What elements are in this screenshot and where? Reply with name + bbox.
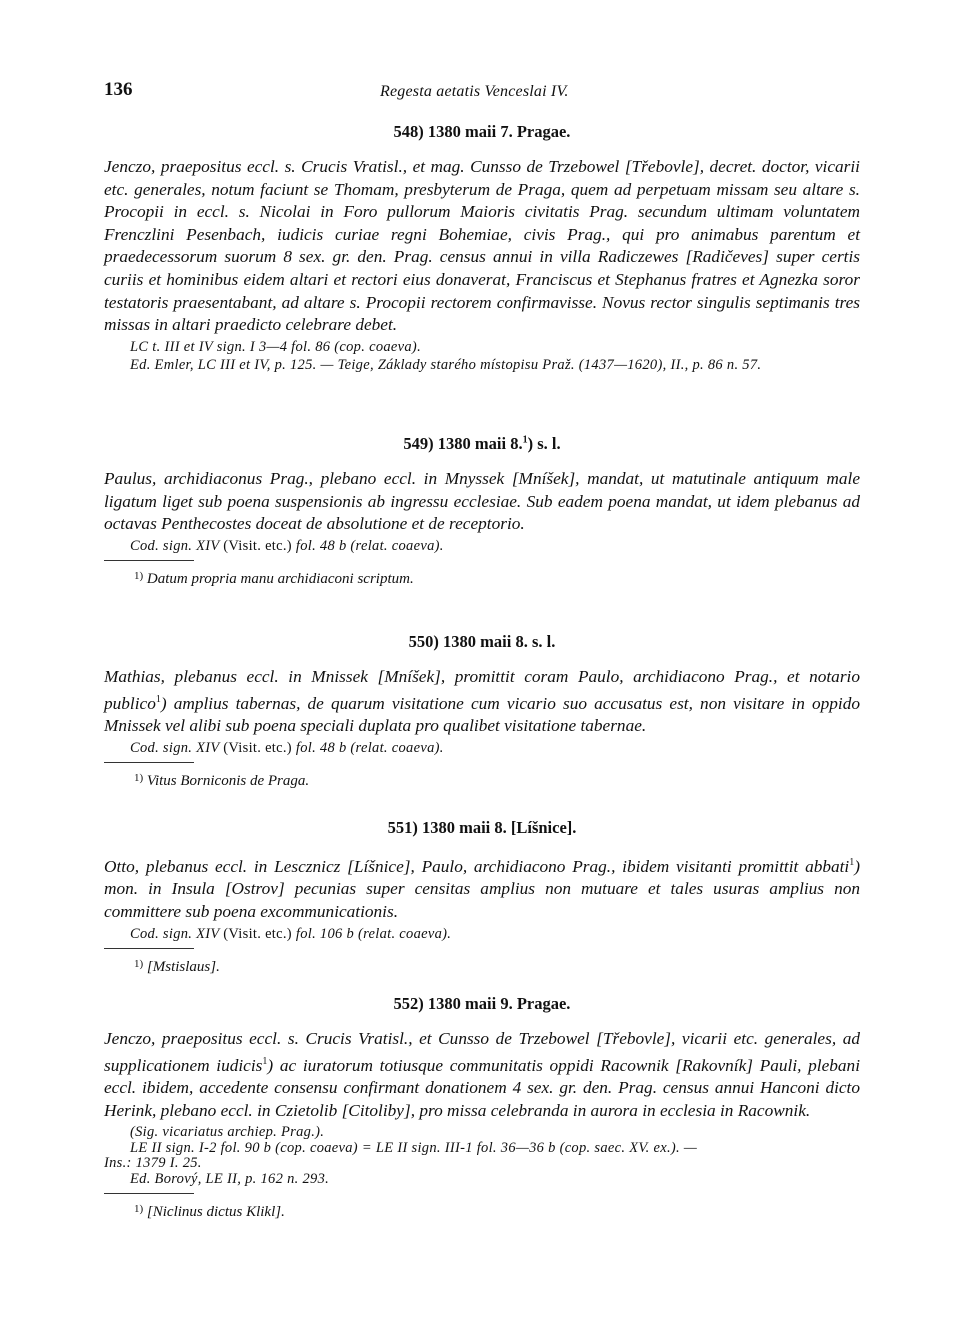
source-note (130, 927, 860, 943)
footnote-ref: 1 (522, 434, 528, 446)
source-note (130, 741, 860, 757)
page-number: 136 (104, 79, 133, 100)
source-folio: fol. 48 b (relat. coaeva). (295, 537, 444, 554)
entry-heading: 551) 1380 maii 8. [Líšnice]. (387, 818, 577, 837)
body-text: Mathias, plebanus eccl. in Mnissek [Mníšek], promittit coram Paulo, archidiacono Prag., et notario publico (104, 667, 860, 713)
edition-note: Ed. Emler, LC III et IV, p. 125. — Teige, Základy starého místopisu Praž. (1437—1620), II., p. 86 n. 57. (130, 357, 762, 374)
entry-548 (104, 122, 860, 374)
footnote-text: Datum propria manu archidiaconi scriptum. (146, 571, 414, 588)
footnote-rule (104, 948, 194, 949)
body-text-end: ) mon. in Insula [Ostrov] pecunias super censitas amplius non mutuare et tales usuras amplius non committere sub poena excommunicationis. (104, 856, 860, 921)
footnote-text: [Niclinus dictus Klikl]. (146, 1204, 285, 1221)
source-codex: Cod. sign. XIV (130, 925, 220, 942)
edition-note: Ed. Borový, LE II, p. 162 n. 293. (130, 1170, 330, 1187)
entry-body: Jenczo, praepositus eccl. s. Crucis Vratisl., et mag. Cunsso de Trzebowel [Třebovle], decret. doctor, vicarii etc. generales, notum faciunt se Thomam, presbyterum de Praga, quem ad perpetuam missam seu altare s. Procopii in eccl. s. Nicolai in Foro pullorum Maioris civitatis Prag. secundum ultimam voluntatem Frenczlini Pesenbach, iudicis curiae regni Bohemiae, civis Prag., qui pro animabus parentum et praedecessorum suorum 8 sex. gr. den. Prag. census annui in villa Radiczewes [Radičeves] super certis curiis et hominibus eidem altari et rectori eius donaverat, Franciscus et Stephanus fratres et Agnezka soror testatoris praesentabant, ad altare s. Procopii rectorem confirmavisse. Novus rector singulis septimanis tres missas in altari praedicto celebrare debet. (104, 157, 860, 335)
footnote-ref: 1 (849, 857, 855, 868)
source-title: (Visit. etc.) (223, 925, 292, 942)
entry-body (104, 852, 860, 924)
entry-549 (104, 434, 860, 588)
footnote (134, 1200, 860, 1221)
body-text-end: ) amplius tabernas, de quarum visitatione cum vicario suo accusatus est, non visitare in oppido Mnissek vel alibi sub poena speciali duplata pro qualibet visitatione tabernae. (104, 693, 860, 735)
entry-body (104, 666, 860, 738)
footnote-mark: 1) (134, 772, 144, 785)
heading-text: 549) 1380 maii 8. (403, 434, 523, 453)
footnote-mark: 1) (134, 1203, 144, 1216)
body-text: Jenczo, praepositus eccl. s. Crucis Vratisl., et Cunsso de Trzebowel [Třebovle], vicarii etc. generales, ad supplicationem iudicis (104, 1029, 860, 1075)
seal-note: (Sig. vicariatus archiep. Prag.). (130, 1124, 325, 1141)
entry-551 (104, 818, 860, 976)
footnote-mark: 1) (134, 958, 144, 971)
entry-body (104, 1028, 860, 1122)
footnote (134, 955, 860, 976)
footnote-rule (104, 1193, 194, 1194)
footnote-text: [Mstislaus]. (146, 959, 220, 976)
source-folio: fol. 48 b (relat. coaeva). (295, 739, 444, 756)
entry-heading (104, 434, 860, 454)
source-note: LC t. III et IV sign. I 3—4 fol. 86 (cop. coaeva). (130, 338, 421, 355)
entry-heading: 548) 1380 maii 7. Pragae. (393, 122, 571, 141)
footnote-ref: 1 (262, 1055, 268, 1067)
source-title: (Visit. etc.) (223, 537, 292, 554)
body-text: Otto, plebanus eccl. in Lescznicz [Líšnice], Paulo, archidiacono Prag., ibidem visitanti promittit abbati (104, 856, 850, 876)
source-title: (Visit. etc.) (223, 739, 292, 756)
source-codex: Cod. sign. XIV (130, 739, 220, 756)
source-codex: Cod. sign. XIV (130, 537, 220, 554)
source-note (130, 539, 860, 555)
source-folio: fol. 106 b (relat. coaeva). (295, 925, 452, 942)
body-text-end: ) ac iuratorum totiusque communitatis oppidi Racownik [Rakovník] Pauli, plebani eccl. ibidem, accedente consensu confirmant donationem 4 sex. gr. den. Prag. census annui Hanconi dicto Herink, plebano eccl. in Czietolib [Citoliby], pro missa celebranda in aurora in ecclesia in Racownik. (104, 1055, 860, 1120)
footnote-rule (104, 762, 194, 763)
footnote-rule (104, 560, 194, 561)
entry-body: Paulus, archidiaconus Prag., plebano eccl. in Mnyssek [Mníšek], mandat, ut matutinale antiquum male ligatum liget sub poena suspensionis ab ingressu ecclesiae. Sub eadem poena mandat, ut idem plebanus ad octavas Penthecostes doceat de absolutione et de receptorio. (104, 469, 860, 534)
entry-heading: 552) 1380 maii 9. Pragae. (393, 994, 571, 1013)
footnote (134, 769, 860, 790)
entry-550 (104, 632, 860, 790)
source-note: LE II sign. I-2 fol. 90 b (cop. coaeva) = LE II sign. III-1 fol. 36—36 b (cop. saec. XV. ex.). — (130, 1139, 698, 1156)
running-title: Regesta aetatis Venceslai IV. (380, 83, 569, 100)
entry-552 (104, 994, 860, 1221)
footnote-text: Vitus Borniconis de Praga. (146, 773, 310, 790)
heading-text-end: ) s. l. (527, 434, 561, 453)
insert-note: Ins.: 1379 I. 25. (104, 1155, 202, 1172)
footnote (134, 567, 860, 588)
footnote-mark: 1) (134, 570, 144, 583)
footnote-ref: 1 (155, 693, 161, 705)
entry-heading: 550) 1380 maii 8. s. l. (408, 632, 556, 651)
